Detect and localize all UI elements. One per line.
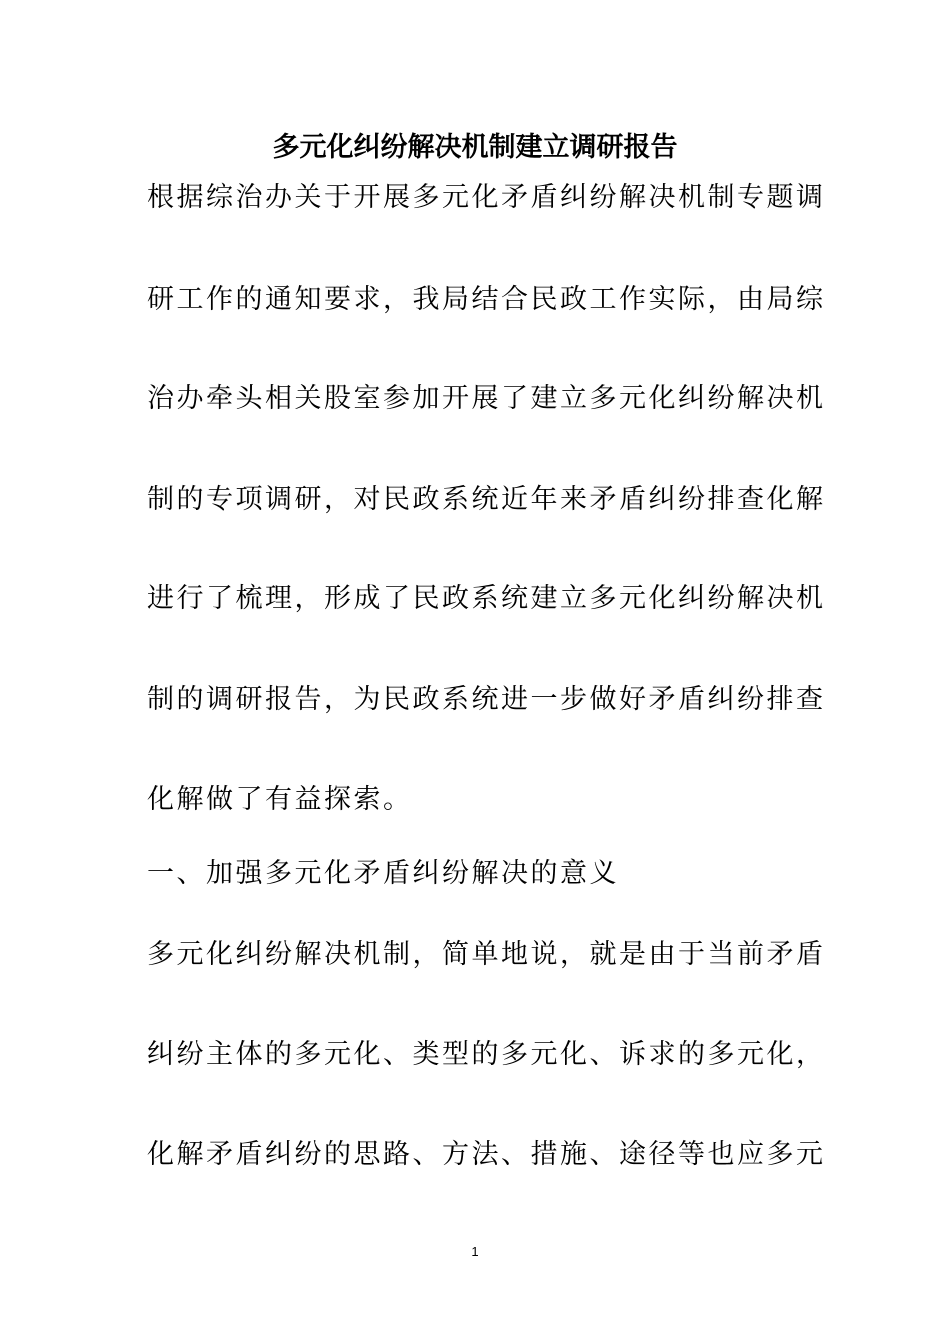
page-number: 1: [471, 1244, 479, 1259]
body-line-5: 进行了梳理，形成了民政系统建立多元化纠纷解决机: [147, 583, 826, 614]
section-heading: 一、加强多元化矛盾纠纷解决的意义: [147, 858, 619, 889]
body-line-3: 治办牵头相关股室参加开展了建立多元化纠纷解决机: [147, 383, 826, 414]
body-line-4: 制的专项调研，对民政系统近年来矛盾纠纷排查化解: [147, 484, 826, 515]
body-line-6: 制的调研报告，为民政系统进一步做好矛盾纠纷排查: [147, 684, 826, 715]
body-line-11: 化解矛盾纠纷的思路、方法、措施、途径等也应多元: [147, 1139, 826, 1170]
document-title: 多元化纠纷解决机制建立调研报告: [272, 132, 678, 163]
body-line-2: 研工作的通知要求，我局结合民政工作实际，由局综: [147, 284, 826, 315]
body-line-10: 纠纷主体的多元化、类型的多元化、诉求的多元化，: [147, 1039, 826, 1070]
body-line-1: 根据综治办关于开展多元化矛盾纠纷解决机制专题调: [147, 182, 826, 213]
body-line-7: 化解做了有益探索。: [147, 784, 413, 815]
body-line-9: 多元化纠纷解决机制，简单地说，就是由于当前矛盾: [147, 939, 826, 970]
